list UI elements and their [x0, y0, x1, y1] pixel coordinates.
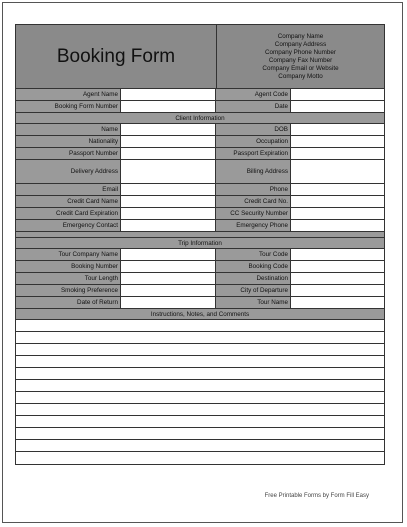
notes-section-header: Instructions, Notes, and Comments — [16, 309, 384, 320]
field-label: Destination — [216, 273, 291, 284]
field-input[interactable] — [291, 297, 384, 308]
field-input[interactable] — [121, 160, 216, 183]
notes-line[interactable] — [16, 416, 384, 428]
form-row — [16, 273, 384, 285]
form-row — [16, 208, 384, 220]
form-row — [16, 261, 384, 273]
field-label: Emergency Contact — [16, 220, 121, 231]
field-input[interactable] — [121, 136, 216, 147]
form-row — [16, 196, 384, 208]
field-input[interactable] — [121, 196, 216, 207]
notes-line[interactable] — [16, 404, 384, 416]
booking-form — [15, 24, 385, 465]
field-input[interactable] — [291, 160, 384, 183]
notes-line[interactable] — [16, 344, 384, 356]
field-label: DOB — [216, 124, 291, 135]
company-email: Company Email or Website — [262, 64, 339, 72]
form-row — [16, 249, 384, 261]
field-input[interactable] — [291, 208, 384, 219]
trip-section-header: Trip Information — [16, 238, 384, 249]
field-input[interactable] — [121, 148, 216, 159]
field-label: City of Departure — [216, 285, 291, 296]
field-input[interactable] — [121, 261, 216, 272]
company-address: Company Address — [274, 40, 327, 48]
notes-block — [16, 320, 384, 464]
notes-line[interactable] — [16, 380, 384, 392]
field-label: Agent Code — [216, 89, 291, 100]
field-input[interactable] — [291, 285, 384, 296]
field-input[interactable] — [291, 148, 384, 159]
field-input[interactable] — [121, 208, 216, 219]
field-input[interactable] — [121, 249, 216, 260]
field-label: Smoking Preference — [16, 285, 121, 296]
field-input[interactable] — [291, 220, 384, 231]
field-input[interactable] — [121, 273, 216, 284]
notes-line[interactable] — [16, 356, 384, 368]
company-motto: Company Motto — [278, 72, 323, 80]
form-row — [16, 101, 384, 113]
field-label: Booking Code — [216, 261, 291, 272]
client-block — [16, 124, 384, 232]
field-label: Phone — [216, 184, 291, 195]
field-input[interactable] — [291, 273, 384, 284]
field-label: Emergency Phone — [216, 220, 291, 231]
notes-line[interactable] — [16, 368, 384, 380]
field-input[interactable] — [291, 101, 384, 112]
field-label: Agent Name — [16, 89, 121, 100]
field-label: Passport Expiration — [216, 148, 291, 159]
field-input[interactable] — [291, 261, 384, 272]
company-info — [217, 25, 384, 88]
field-input[interactable] — [121, 124, 216, 135]
form-row — [16, 297, 384, 309]
footer-credit: Free Printable Forms by Form Fill Easy — [264, 493, 369, 499]
field-input[interactable] — [291, 184, 384, 195]
field-label: Credit Card Name — [16, 196, 121, 207]
trip-block — [16, 249, 384, 309]
field-input[interactable] — [121, 297, 216, 308]
form-row — [16, 148, 384, 160]
notes-line[interactable] — [16, 392, 384, 404]
form-row — [16, 160, 384, 184]
field-label: Tour Code — [216, 249, 291, 260]
notes-line[interactable] — [16, 332, 384, 344]
field-label: Occupation — [216, 136, 291, 147]
field-input[interactable] — [121, 285, 216, 296]
field-label: Tour Name — [216, 297, 291, 308]
form-header — [16, 25, 384, 89]
agent-block — [16, 89, 384, 113]
form-row — [16, 124, 384, 136]
field-label: Booking Number — [16, 261, 121, 272]
field-input[interactable] — [291, 136, 384, 147]
field-input[interactable] — [121, 89, 216, 100]
field-label: Date — [216, 101, 291, 112]
field-label: Credit Card No. — [216, 196, 291, 207]
field-label: Booking Form Number — [16, 101, 121, 112]
notes-line[interactable] — [16, 428, 384, 440]
field-input[interactable] — [291, 249, 384, 260]
form-row — [16, 285, 384, 297]
field-input[interactable] — [291, 196, 384, 207]
field-label: Nationality — [16, 136, 121, 147]
company-fax: Company Fax Number — [268, 56, 333, 64]
field-input[interactable] — [121, 220, 216, 231]
notes-line[interactable] — [16, 320, 384, 332]
field-label: Delivery Address — [16, 160, 121, 183]
field-label: Billing Address — [216, 160, 291, 183]
field-input[interactable] — [291, 124, 384, 135]
field-label: Date of Return — [16, 297, 121, 308]
form-title: Booking Form — [16, 25, 217, 88]
form-row — [16, 220, 384, 232]
form-row — [16, 136, 384, 148]
notes-line[interactable] — [16, 452, 384, 464]
field-input[interactable] — [121, 184, 216, 195]
field-label: CC Security Number — [216, 208, 291, 219]
company-name: Company Name — [277, 32, 324, 40]
field-label: Email — [16, 184, 121, 195]
field-label: Name — [16, 124, 121, 135]
form-row — [16, 89, 384, 101]
form-row — [16, 184, 384, 196]
field-label: Tour Length — [16, 273, 121, 284]
field-input[interactable] — [291, 89, 384, 100]
field-label: Passport Number — [16, 148, 121, 159]
notes-line[interactable] — [16, 440, 384, 452]
field-label: Tour Company Name — [16, 249, 121, 260]
field-label: Credit Card Expiration — [16, 208, 121, 219]
client-section-header: Client Information — [16, 113, 384, 124]
field-input[interactable] — [121, 101, 216, 112]
company-phone: Company Phone Number — [264, 48, 337, 56]
